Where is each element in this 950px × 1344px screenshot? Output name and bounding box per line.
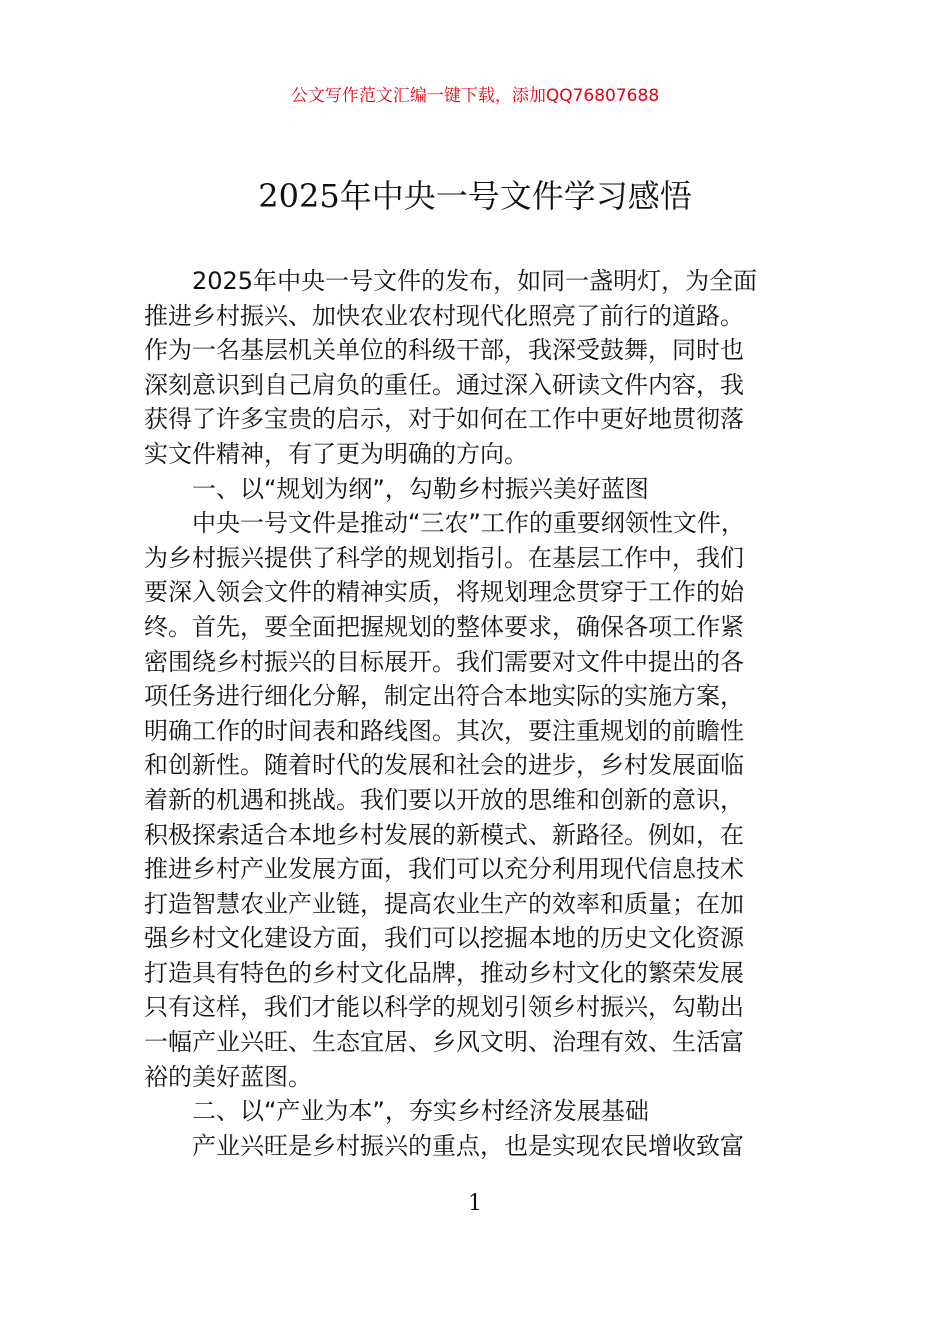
text-line: 项任务进行细化分解，制定出符合本地实际的实施方案，	[144, 682, 744, 711]
section-1-paragraph	[144, 506, 816, 1094]
text-line: 深刻意识到自己肩负的重任。通过深入研读文件内容，我	[144, 370, 744, 399]
text-line: 裕的美好蓝图。	[144, 1062, 312, 1091]
text-line: 强乡村文化建设方面，我们可以挖掘本地的历史文化资源	[144, 924, 744, 953]
section-heading-2	[144, 1094, 816, 1129]
section-2-paragraph	[144, 1129, 816, 1164]
text-line: 着新的机遇和挑战。我们要以开放的思维和创新的意识，	[144, 785, 744, 814]
text-line: 只有这样，我们才能以科学的规划引领乡村振兴，勾勒出	[144, 993, 744, 1022]
text-line: 中央一号文件是推动“三农”工作的重要纲领性文件，	[144, 509, 745, 538]
text-line: 终。首先，要全面把握规划的整体要求，确保各项工作紧	[144, 612, 744, 641]
text-line: 实文件精神，有了更为明确的方向。	[144, 439, 528, 468]
text-line: 为乡村振兴提供了科学的规划指引。在基层工作中，我们	[144, 543, 744, 572]
document-title: 2025年中央一号文件学习感悟	[258, 177, 692, 215]
text-line: 密围绕乡村振兴的目标展开。我们需要对文件中提出的各	[144, 647, 744, 676]
text-line: 打造具有特色的乡村文化品牌，推动乡村文化的繁荣发展	[144, 958, 744, 987]
section-heading-1	[144, 472, 816, 507]
text-line: 获得了许多宝贵的启示，对于如何在工作中更好地贯彻落	[144, 405, 744, 434]
document-body	[144, 264, 816, 1163]
intro-paragraph	[144, 264, 816, 472]
page-number: 1	[468, 1191, 482, 1216]
promo-banner: 公文写作范文汇编一键下载，添加QQ76807688	[290, 86, 660, 106]
heading-line: 二、以“产业为本”，夯实乡村经济发展基础	[144, 1097, 649, 1126]
text-line: 明确工作的时间表和路线图。其次，要注重规划的前瞻性	[144, 716, 744, 745]
text-line: 产业兴旺是乡村振兴的重点，也是实现农民增收致富	[144, 1131, 744, 1160]
text-line: 2025年中央一号文件的发布，如同一盏明灯，为全面	[144, 267, 758, 295]
text-line: 和创新性。随着时代的发展和社会的进步，乡村发展面临	[144, 751, 744, 780]
text-line: 一幅产业兴旺、生态宜居、乡风文明、治理有效、生活富	[144, 1028, 744, 1057]
text-line: 推进乡村产业发展方面，我们可以充分利用现代信息技术	[144, 855, 744, 884]
text-line: 打造智慧农业产业链，提高农业生产的效率和质量；在加	[144, 889, 744, 918]
text-line: 积极探索适合本地乡村发展的新模式、新路径。例如，在	[144, 820, 744, 849]
text-line: 推进乡村振兴、加快农业农村现代化照亮了前行的道路。	[144, 301, 744, 330]
text-line: 要深入领会文件的精神实质，将规划理念贯穿于工作的始	[144, 578, 744, 607]
heading-line: 一、以“规划为纲”，勾勒乡村振兴美好蓝图	[144, 474, 649, 503]
text-line: 作为一名基层机关单位的科级干部，我深受鼓舞，同时也	[144, 336, 744, 365]
